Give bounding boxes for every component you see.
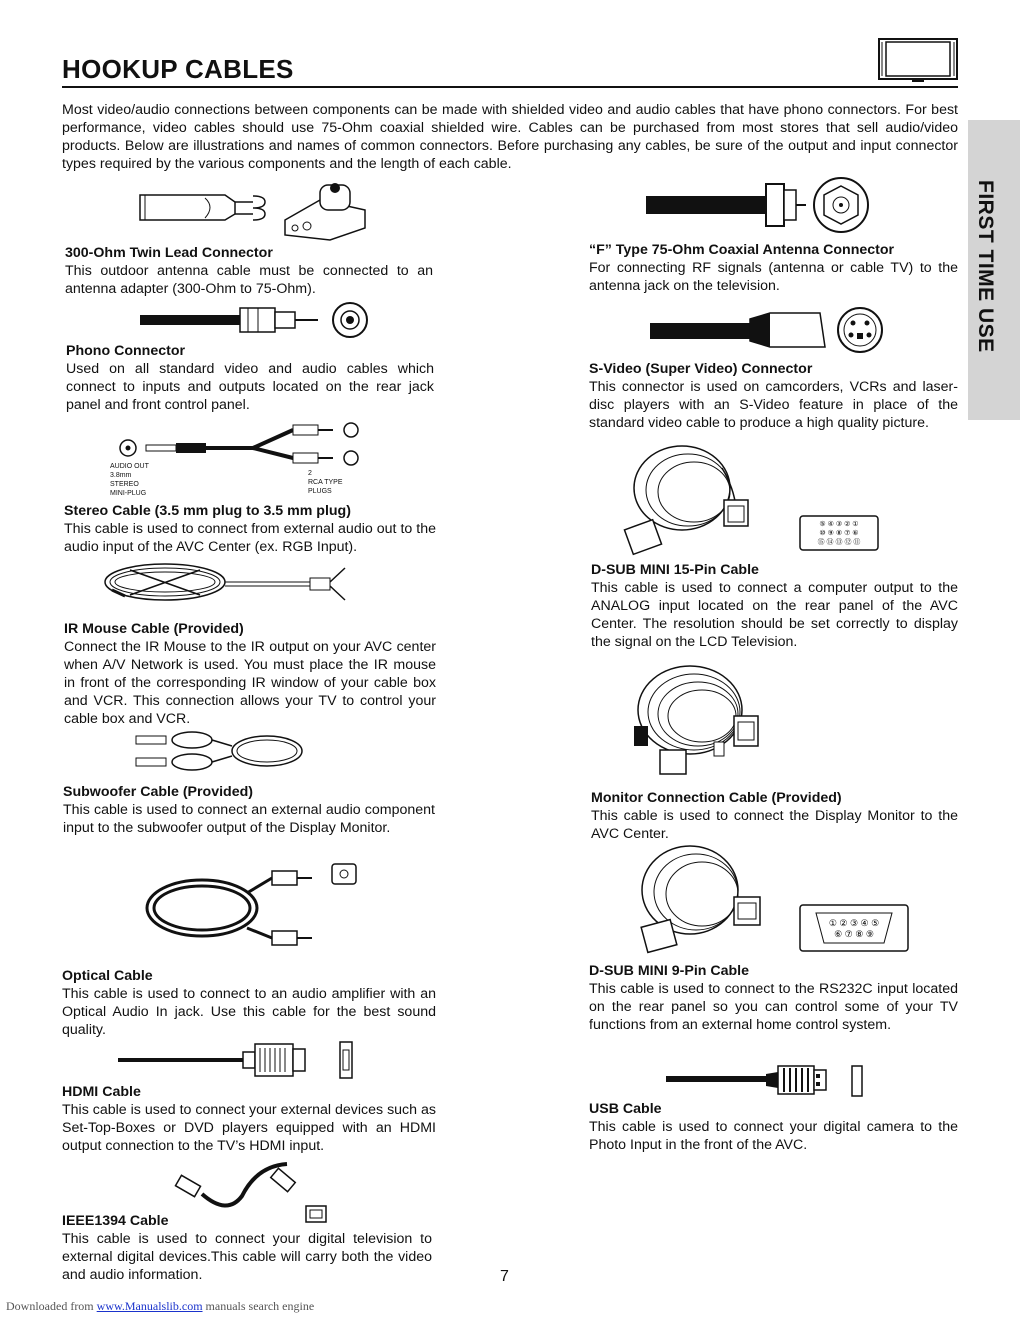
stereo-label-audio-out: AUDIO OUT [110, 463, 149, 470]
usb-cable-illustration [666, 1060, 866, 1100]
stereo-label-rca: RCA TYPE [308, 479, 343, 486]
dsub15-section [591, 561, 958, 651]
phono-connector-illustration [140, 300, 370, 340]
f-type-section [589, 241, 958, 295]
s-video-connector-illustration [650, 305, 890, 355]
footer-link[interactable]: www.Manualslib.com [96, 1299, 203, 1313]
side-tab-label: FIRST TIME USE [974, 180, 997, 353]
s-video-section [589, 360, 958, 432]
usb-title: USB Cable [589, 1101, 662, 1117]
f-type-title: “F” Type 75-Ohm Coaxial Antenna Connector [589, 242, 895, 258]
subwoofer-body: This cable is used to connect an external audio component input to the subwoofer output of the Display Monitor. [63, 802, 435, 836]
ieee1394-title: IEEE1394 Cable [62, 1213, 169, 1229]
stereo-label-stereo: STEREO [110, 481, 139, 488]
stereo-label-miniplug: MINI-PLUG [110, 490, 147, 497]
page-title: HOOKUP CABLES [62, 54, 294, 84]
ir-mouse-section [64, 620, 436, 728]
footer [6, 1299, 314, 1314]
twin-lead-title: 300-Ohm Twin Lead Connector [65, 245, 273, 261]
ieee1394-section [62, 1212, 432, 1284]
page-number: 7 [500, 1268, 509, 1285]
optical-body: This cable is used to connect to an audio amplifier with an Optical Audio In jack. Use this cable for the best sound quality. [62, 986, 436, 1038]
dsub9-section [589, 962, 958, 1034]
dsub9-body: This cable is used to connect to the RS232C input located on the rear panel so you can control some of your TV functions from an external home control system. [589, 981, 958, 1033]
subwoofer-cable-illustration [132, 726, 307, 776]
ir-mouse-title: IR Mouse Cable (Provided) [64, 621, 244, 637]
hdmi-body: This cable is used to connect your external devices such as Set-Top-Boxes or DVD players equipped with an HDMI output connection to the TV’s HDMI input. [62, 1102, 436, 1154]
twin-lead-connector-illustration [135, 180, 385, 245]
hdmi-title: HDMI Cable [62, 1084, 141, 1100]
footer-suffix: manuals search engine [202, 1299, 315, 1313]
ieee1394-body: This cable is used to connect your digital television to external digital devices.This cable will carry both the video and audio information. [62, 1231, 432, 1283]
dsub15-cable-illustration [622, 438, 887, 558]
subwoofer-title: Subwoofer Cable (Provided) [63, 784, 253, 800]
optical-title: Optical Cable [62, 968, 153, 984]
optical-cable-illustration [142, 858, 362, 958]
ir-mouse-cable-illustration [100, 560, 360, 610]
stereo-cable-illustration [108, 418, 368, 500]
hdmi-section [62, 1083, 436, 1155]
usb-section [589, 1100, 958, 1154]
dsub15-pin-row-3: ⑮ ⑭ ⑬ ⑫ ⑪ [817, 539, 861, 546]
twin-lead-section [65, 244, 433, 298]
phono-body: Used on all standard video and audio cables which connect to inputs and outputs located on the rear jack panel and front control panel. [66, 361, 434, 413]
dsub9-cable-illustration [630, 835, 912, 955]
s-video-title: S-Video (Super Video) Connector [589, 361, 813, 377]
twin-lead-body: This outdoor antenna cable must be connected to an antenna adapter (300-Ohm to 75-Ohm). [65, 263, 433, 297]
dsub15-pin-row-1: ⑤ ④ ③ ② ① [819, 521, 859, 528]
stereo-label-count: 2 [308, 470, 312, 477]
side-tab [968, 120, 1020, 420]
stereo-label-size: 3.8mm [110, 472, 132, 479]
stereo-body: This cable is used to connect from external audio out to the audio input of the AVC Center (ex. RGB Input). [64, 521, 436, 555]
tv-icon [878, 38, 958, 84]
dsub15-body: This cable is used to connect a computer output to the ANALOG input located on the rear panel of the AVC Center. The resolution should be set correctly to display the signal on the LCD Television. [591, 580, 958, 650]
subwoofer-section [63, 783, 435, 837]
dsub15-pin-row-2: ⑩ ⑨ ⑧ ⑦ ⑥ [819, 530, 859, 537]
f-type-connector-illustration [646, 176, 876, 236]
stereo-section [64, 502, 436, 556]
s-video-body: This connector is used on camcorders, VCRs and laser-disc players with an S-Video feature in place of the standard video cable to produce a high quality picture. [589, 379, 958, 431]
stereo-title: Stereo Cable (3.5 mm plug to 3.5 mm plug) [64, 503, 351, 519]
dsub9-title: D-SUB MINI 9-Pin Cable [589, 963, 750, 979]
intro-paragraph: Most video/audio connections between components can be made with shielded video and audio cables that have phono connectors. For best performance, video cables should use 75-Ohm coaxial shielded wire. Cables can be purchased from most stores that sell audio/video products. Below are illustrations and names of common connectors. Before purchasing any cables, be sure of the output and input connector types required by the various components and the length of each cable. [62, 102, 958, 172]
phono-title: Phono Connector [66, 343, 186, 359]
hdmi-cable-illustration [118, 1040, 358, 1082]
monitor-connection-title: Monitor Connection Cable (Provided) [591, 790, 842, 806]
footer-prefix: Downloaded from [6, 1299, 97, 1313]
optical-section [62, 967, 436, 1039]
ir-mouse-body: Connect the IR Mouse to the IR output on your AVC center when A/V Network is used. You must place the IR mouse in front of the corresponding IR window of your cable box and VCR. This connection allows your TV to control your cable box and VCR. [64, 639, 436, 727]
monitor-connection-body: This cable is used to connect the Display Monitor to the AVC Center. [591, 808, 958, 842]
f-type-body: For connecting RF signals (antenna or cable TV) to the antenna jack on the television. [589, 260, 958, 294]
usb-body: This cable is used to connect your digital camera to the Photo Input in the front of the AVC. [589, 1119, 958, 1153]
phono-section [66, 342, 434, 414]
dsub9-pin-row-1: ① ② ③ ④ ⑤ [828, 918, 880, 928]
dsub15-title: D-SUB MINI 15-Pin Cable [591, 562, 759, 578]
title-rule [62, 86, 958, 88]
monitor-connection-cable-illustration [630, 660, 770, 780]
dsub9-pin-row-2: ⑥ ⑦ ⑧ ⑨ [834, 929, 874, 939]
stereo-label-plugs: PLUGS [308, 488, 332, 495]
